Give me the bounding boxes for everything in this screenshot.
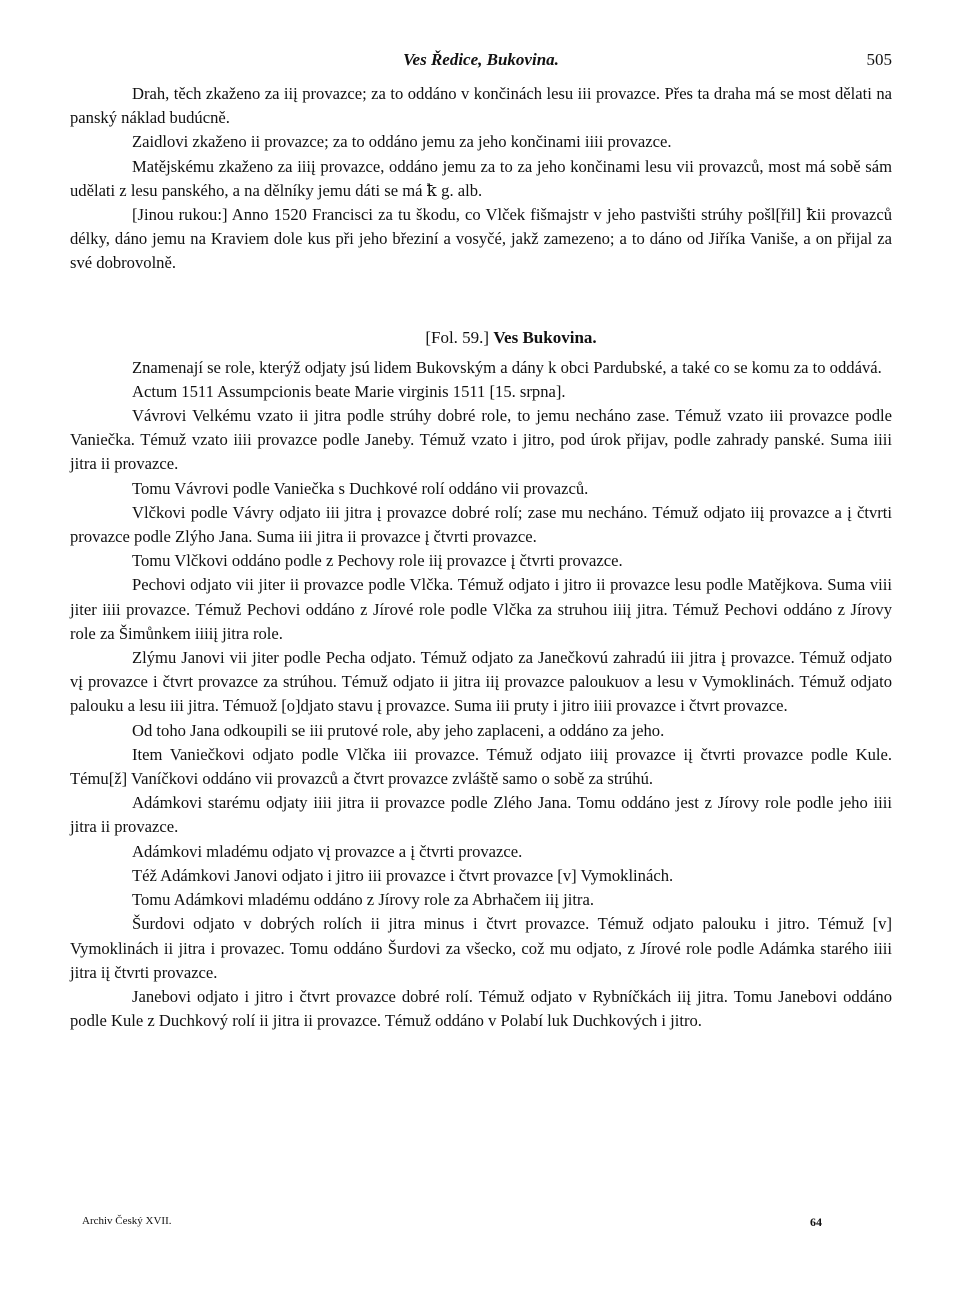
section-heading (130, 328, 892, 348)
page-header (70, 50, 892, 82)
page-footer (82, 1215, 822, 1227)
paragraph: Pechovi odjato vii jiter ii provazce podle Vlčka. Témuž odjato i jitro ii provazce lesu podle Matějkova. Suma viii jiter iiii provazce. Témuž Pechovi oddáno z Jírové role podle Vlčka za struhou iiiį jitra. Témuž Pechovi oddáno z Jírovy role za Šimůnkem iiiiį jitra role. (70, 575, 892, 643)
footer-signature: 64 (810, 1215, 822, 1229)
paragraph: Drah, těch zkaženo za iiį provazce; za to oddáno v končinách lesu iii provazce. Přes ta draha má se most dělati na panský náklad budúcně. (70, 84, 892, 128)
paragraph: Actum 1511 Assumpcionis beate Marie virginis 1511 [15. srpna]. (132, 381, 566, 401)
paragraph: Vlčkovi podle Vávry odjato iii jitra į provazce dobré rolí; zase mu necháno. Témuž odjato iiį provazce a į čtvrti provazce podle Zlýho Jana. Suma iii jitra ii provazce į čtvrti provazce. (70, 502, 892, 547)
paragraph: Matějskému zkaženo za iiiį provazce, oddáno jemu za to za jeho končinami lesu vii provazců, most má sobě sám udělati z lesu panského, a na dělníky jemu dáti se má ꝁ g. alb. (70, 156, 892, 200)
paragraph: Adámkovi mladému odjato vį provazce a į čtvrti provazce. (132, 841, 523, 861)
paragraph: Též Adámkovi Janovi odjato i jitro iii provazce i čtvrt provazce [v] Vymoklinách. (132, 865, 674, 885)
running-title: Ves Ředice, Bukovina. (403, 50, 559, 69)
page-number: 505 (866, 50, 892, 69)
footer-source: Archiv Český XVII. (82, 1215, 172, 1227)
paragraph: Tomu Vlčkovi oddáno podle z Pechovy role iiį provazce į čtvrti provazce. (132, 551, 623, 571)
paragraph: [Jinou rukou:] Anno 1520 Francisci za tu škodu, co Vlček fišmajstr v jeho pastvišti strúhy pošl[řil] ꝁii provazců délky, dáno jemu na Kraviem dole kus při jeho březiní a vosyčé, jakž zamezeno; a to dáno od Jiříka Vaniše, a on přijal za své dobrovolně. (70, 205, 892, 273)
paragraph: Zlýmu Janovi vii jiter podle Pecha odjato. Témuž odjato za Janečkovú zahradú iii jitra į provazce. Témuž odjato vį provazce i čtvrt provazce za strúhou. Témuž odjato ii jitra iiį provazce paloukuov a lesu v Vymoklinách. Témuž odjato palouku a lesu iii jitra. Témuož [o]djato stavu į provazce. Suma iii pruty i jitro iiii provazce i čtvrt provazce. (70, 648, 892, 716)
paragraph: Vávrovi Velkému vzato ii jitra podle strúhy dobré role, to jemu necháno zase. Témuž vzato iii provazce podle Vaniečka. Témuž vzato iiii provazce podle Janeby. Témuž vzato i jitro, pod úrok přijav, podle zahrady panské. Suma iiii jitra ii provazce. (70, 406, 892, 474)
paragraph: Znamenají se role, kterýž odjaty jsú lidem Bukovským a dány k obci Pardubské, a také co se komu za to oddává. (132, 357, 882, 377)
paragraph: Tomu Vávrovi podle Vaniečka s Duchkové rolí oddáno vii provazců. (132, 478, 589, 498)
document-page (70, 50, 892, 1033)
paragraph: Janebovi odjato i jitro i čtvrt provazce dobré rolí. Témuž odjato v Rybníčkách iiį jitra. Tomu Janebovi oddáno podle Kule z Duchkový rolí ii jitra ii provazce. Témuž oddáno v Polabí luk Duchkových i jitro. (70, 986, 892, 1031)
body-text (70, 82, 892, 1033)
section-title: Ves Bukovina. (493, 327, 597, 347)
paragraph: Adámkovi starému odjaty iiii jitra ii provazce podle Zlého Jana. Tomu oddáno jest z Jírovy role podle jeho iiii jitra ii provazce. (70, 793, 892, 837)
paragraph: Zaidlovi zkaženo ii provazce; za to oddáno jemu za jeho končinami iiii provazce. (132, 132, 672, 152)
paragraph: Tomu Adámkovi mladému oddáno z Jírovy role za Abrhačem iiį jitra. (132, 890, 594, 910)
paragraph: Šurdovi odjato v dobrých rolích ii jitra minus i čtvrt provazce. Témuž odjato palouku i jitro. Témuž [v] Vymoklinách ii jitra i provazec. Tomu oddáno Šurdovi za všecko, což mu odjato, z Jírové role podle Adámka starého iiii jitra iį čtvrti provazce. (70, 914, 892, 982)
folio-marker: [Fol. 59.] (425, 327, 490, 347)
paragraph: Item Vaniečkovi odjato podle Vlčka iii provazce. Témuž odjato iiiį provazce iį čtvrti provazce podle Kule. Tému[ž] Vaníčkovi oddáno vii provazců a čtvrt provazce zvláště samo o sobě za strúhú. (70, 744, 892, 789)
paragraph: Od toho Jana odkoupili se iii prutové role, aby jeho zaplaceni, a oddáno za jeho. (132, 720, 665, 740)
